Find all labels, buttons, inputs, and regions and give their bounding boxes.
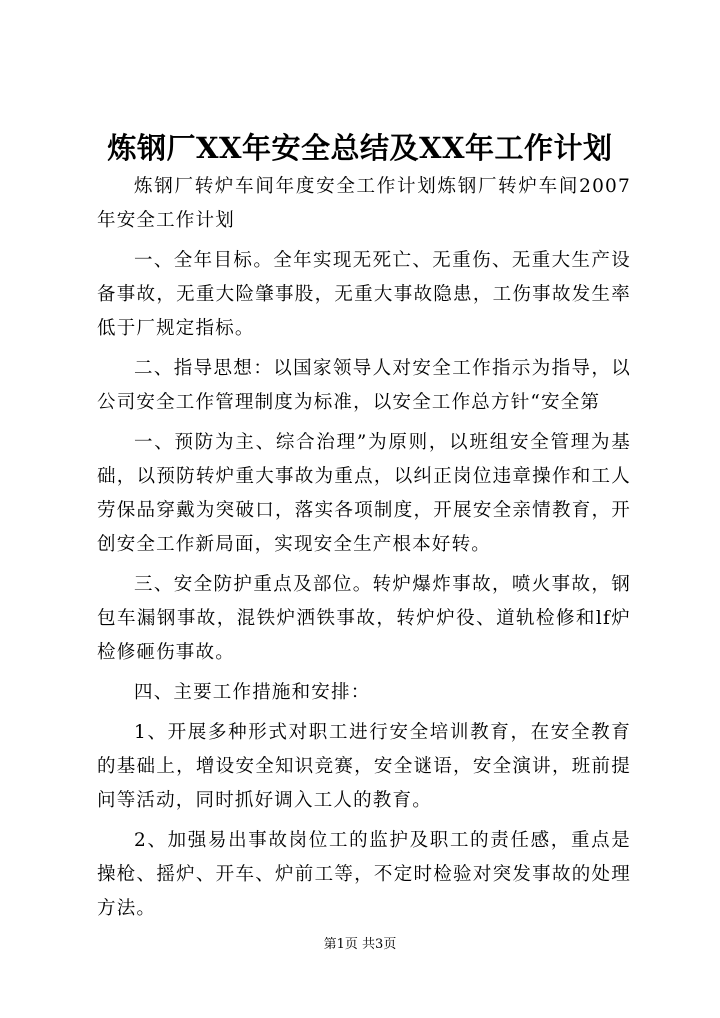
paragraph: 一、全年目标。全年实现无死亡、无重伤、无重大生产设备事故，无重大险肇事股，无重大事故隐患，工伤事故发生率低于厂规定指标。 (97, 250, 631, 339)
document-title: 炼钢厂XX年安全总结及XX年工作计划 (107, 131, 613, 165)
paragraph: 二、指导思想：以国家领导人对安全工作指示为指导，以公司安全工作管理制度为标准，以安全工作总方针“安全第 (97, 358, 631, 413)
paragraph: 炼钢厂转炉车间年度安全工作计划炼钢厂转炉车间2007年安全工作计划 (97, 176, 631, 231)
paragraph: 2、加强易出事故岗位工的监护及职工的责任感，重点是操枪、摇炉、开车、炉前工等，不定时检验对突发事故的处理方法。 (97, 830, 631, 919)
paragraph: 三、安全防护重点及部位。转炉爆炸事故，喷火事故，钢包车漏钢事故，混铁炉洒铁事故，转炉炉役、道轨检修和lf炉检修砸伤事故。 (97, 574, 631, 663)
paragraph: 四、主要工作措施和安排： (134, 682, 371, 703)
document-body (97, 170, 631, 932)
paragraph: 1、开展多种形式对职工进行安全培训教育，在安全教育的基础上，增设安全知识竞赛，安全谜语，安全演讲，班前提问等活动，同时抓好调入工人的教育。 (97, 722, 631, 811)
page-number-footer: 第1页 共3页 (323, 937, 397, 952)
paragraph: 一、预防为主、综合治理”为原则，以班组安全管理为基础，以预防转炉重大事故为重点，以纠正岗位违章操作和工人劳保品穿戴为突破口，落实各项制度，开展安全亲情教育，开创安全工作新局面，实现安全生产根本好转。 (97, 432, 631, 555)
